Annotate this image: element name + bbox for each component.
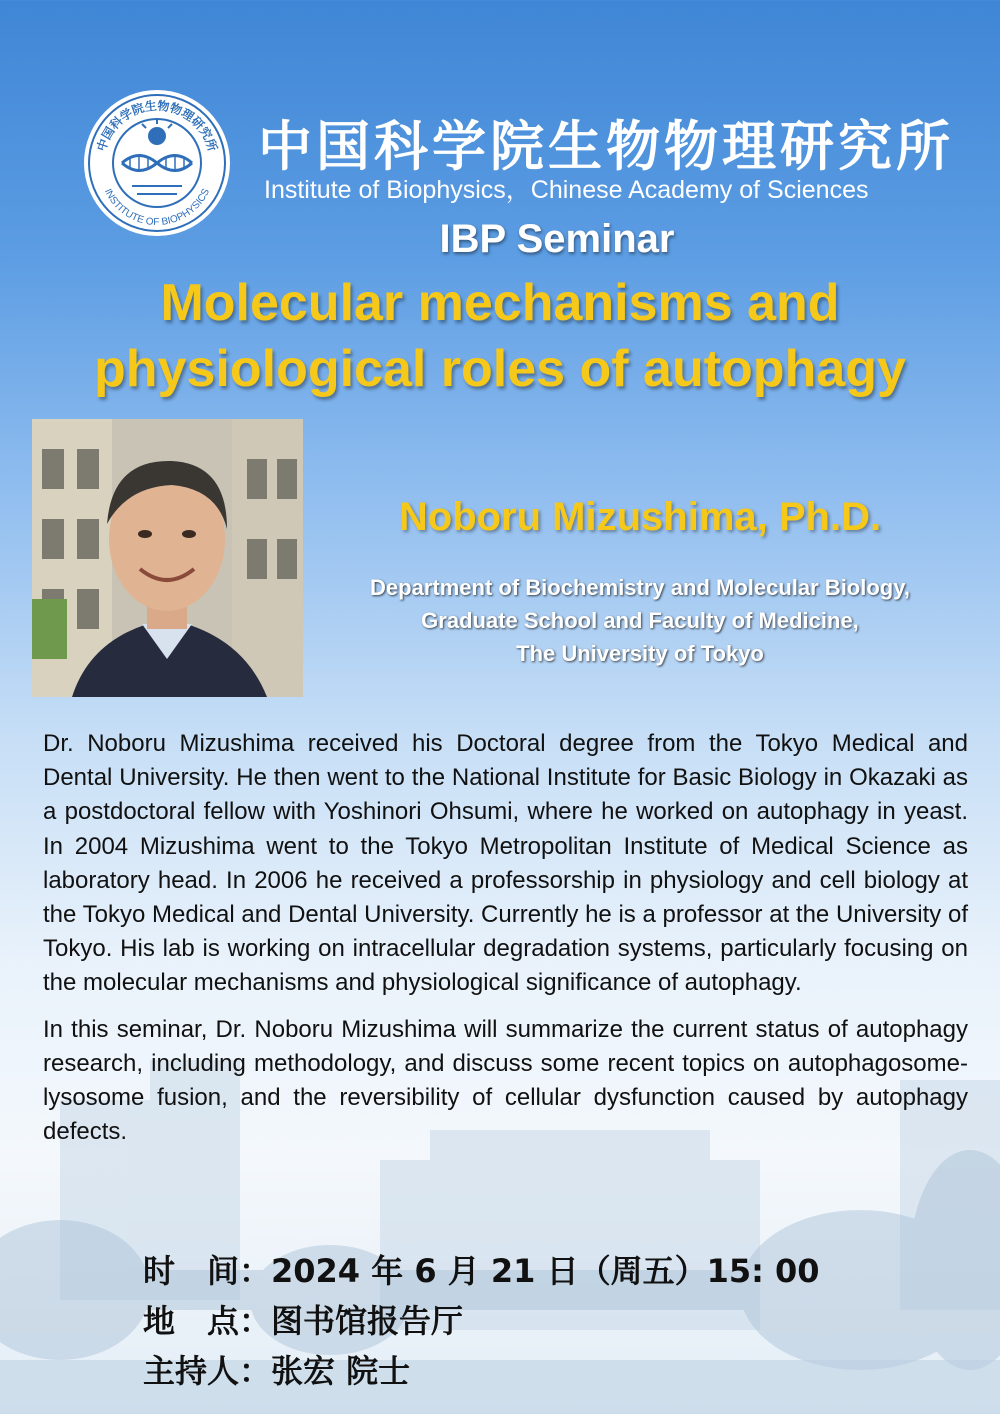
event-info (143, 1246, 963, 1396)
institute-name-chinese: 中国科学院生物物理研究所 (258, 114, 954, 178)
speaker-affiliation (305, 571, 975, 670)
event-time: 时 间：2024 年 6 月 21 日（周五）15: 00 (143, 1252, 820, 1290)
abstract-paragraph: In this seminar, Dr. Noboru Mizushima will summarize the current status of autophagy research, including methodology, and discuss some recent topics on autophagosome-lysosome fusion, and the reversibility of cellular dysfunction caused by autophagy defects. (43, 1015, 968, 1146)
logo-text-bottom: INSTITUTE OF BIOPHYSICS (101, 187, 213, 229)
ibp-logo (82, 88, 232, 238)
affiliation-line: The University of Tokyo (516, 641, 764, 666)
affiliation-line: Graduate School and Faculty of Medicine, (421, 608, 859, 633)
speaker-photo (32, 419, 303, 697)
bio-paragraph: Dr. Noboru Mizushima received his Doctoral degree from the Tokyo Medical and Dental University. He then went to the National Institute for Basic Biology in Okazaki as a postdoctoral fellow with Yoshinori Ohsumi, where he worked on autophagy in yeast. In 2004 Mizushima went to the Tokyo Metropolitan Institute of Medical Science as laboratory head. In 2006 he received a professorship in physiology and cell biology at the Tokyo Medical and Dental University. Currently he is a professor at the University of Tokyo. His lab is working on intracellular degradation systems, particularly focusing on the molecular mechanisms and physiological significance of autophagy. (43, 730, 968, 997)
seminar-title (0, 270, 1000, 402)
seminar-label: IBP Seminar (439, 217, 675, 261)
event-place: 地 点：图书馆报告厅 (143, 1302, 464, 1340)
speaker-name: Noboru Mizushima, Ph.D. (398, 495, 882, 539)
affiliation-line: Department of Biochemistry and Molecular Biology, (370, 575, 910, 600)
seminar-title-line-2: physiological roles of autophagy (94, 340, 906, 398)
institute-name-english: Institute of Biophysics，Chinese Academy of Sciences (264, 176, 869, 204)
event-host: 主持人：张宏 院士 (143, 1352, 411, 1390)
speaker-bio (43, 727, 968, 1161)
logo-text-top: 中国科学院生物物理研究所 (94, 98, 220, 153)
seminar-title-line-1: Molecular mechanisms and (160, 274, 840, 332)
